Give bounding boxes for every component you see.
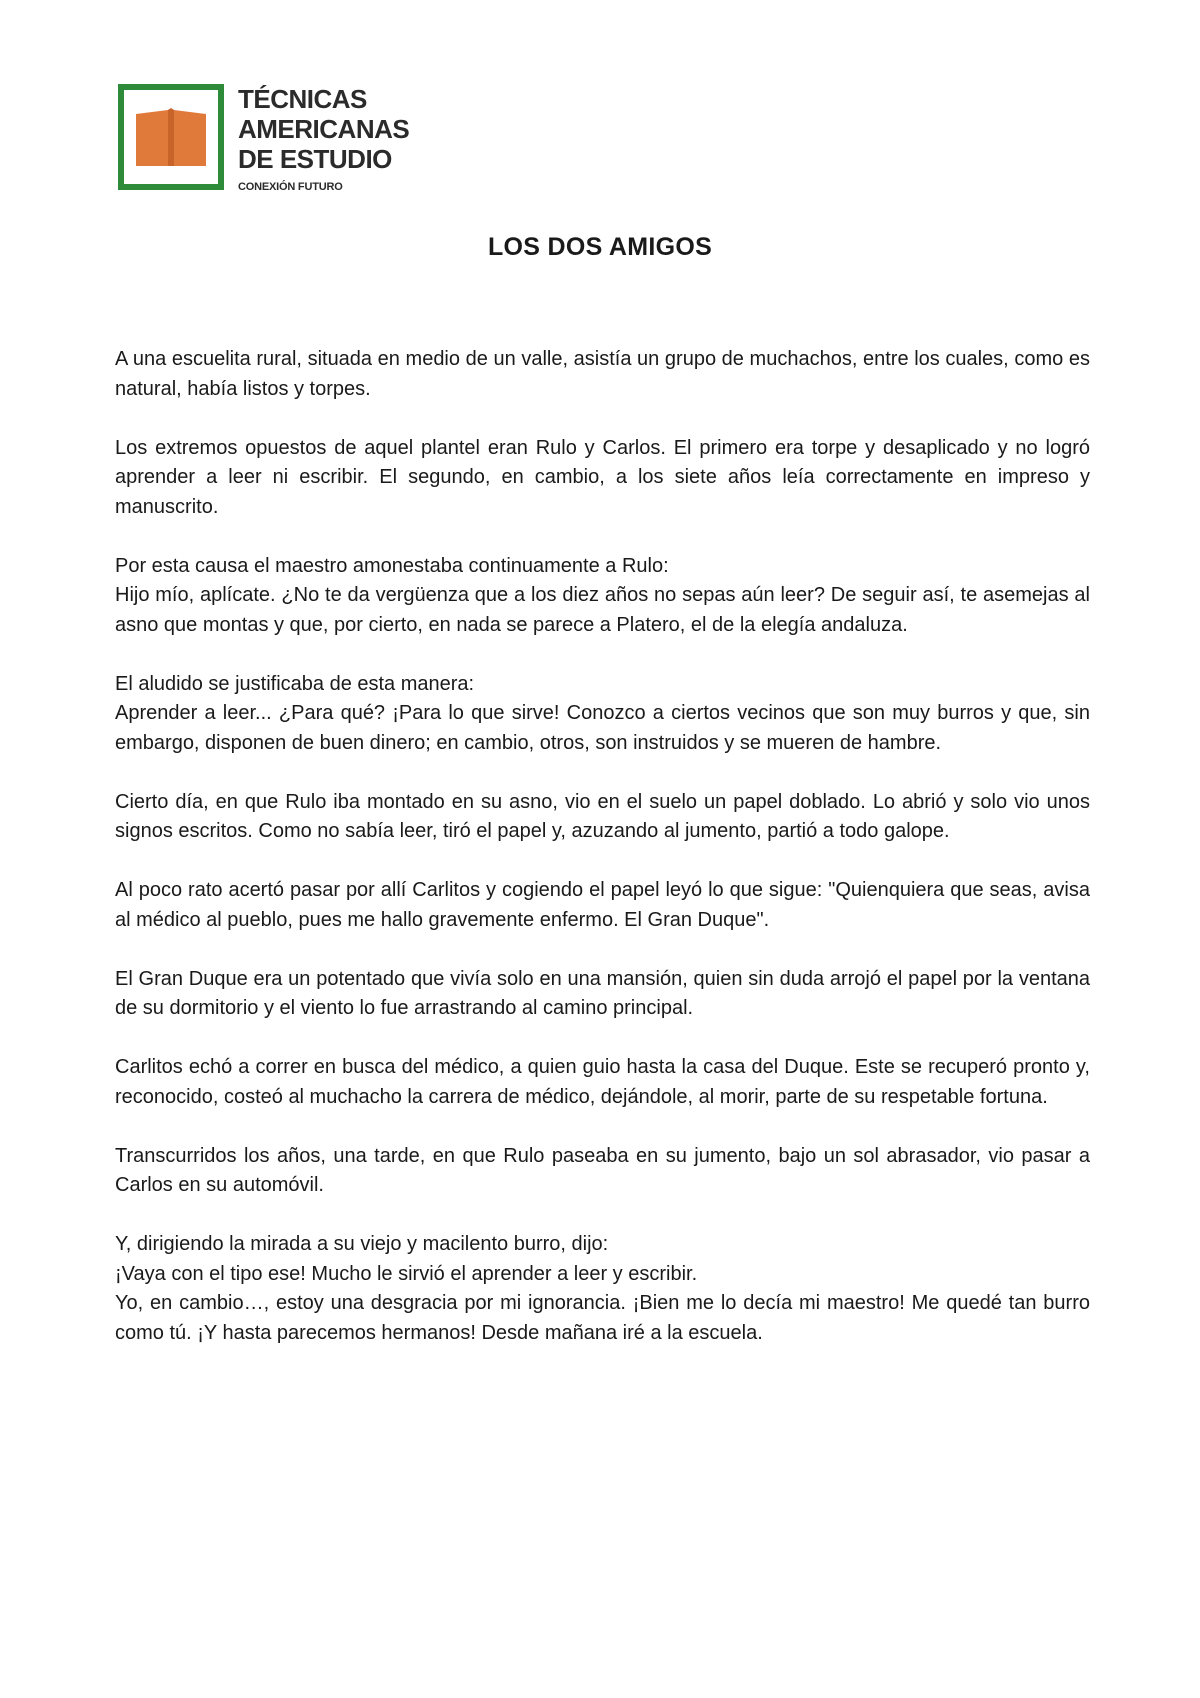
open-book-icon [132,106,210,170]
paragraph [115,1053,1090,1112]
logo-line-1: TÉCNICAS [238,84,367,114]
dialogue-text: Hijo mío, aplícate. ¿No te da vergüenza que a los diez años no sepas aún leer? De seguir así, te asemejas al asno que montas y que, por cierto, en nada se parece a Platero, el de la elegía andaluza. [115,584,1090,636]
document-title: LOS DOS AMIGOS [487,233,713,261]
paragraph [115,876,1090,935]
dialogue-text: Aprender a leer... ¿Para qué? ¡Para lo que sirve! Conozco a ciertos vecinos que son muy burros y que, sin embargo, disponen de buen dinero; en cambio, otros, son instruidos y se mueren de hambre. [115,702,1090,754]
paragraph [115,1142,1090,1201]
paragraph [115,434,1090,523]
paragraph [115,345,1090,404]
paragraph [115,670,1090,759]
logo-line-3: DE ESTUDIO [238,144,392,174]
paragraph-text: El Gran Duque era un potentado que vivía solo en una mansión, quien sin duda arrojó el papel por la ventana de su dormitorio y el viento lo fue arrastrando al camino principal. [115,967,1090,1019]
logo-frame [118,84,224,190]
paragraph-text: Los extremos opuestos de aquel plantel eran Rulo y Carlos. El primero era torpe y desaplicado y no logró aprender a leer ni escribir. El segundo, en cambio, a los siete años leía correctamente en impreso y manuscrito. [115,436,1090,518]
paragraph-text: Carlitos echó a correr en busca del médico, a quien guio hasta la casa del Duque. Este se recuperó pronto y, reconocido, costeó al muchacho la carrera de médico, dejándole, al morir, parte de su respetable fortuna. [115,1056,1090,1108]
paragraph [115,1230,1090,1348]
dialogue-text: Yo, en cambio…, estoy una desgracia por mi ignorancia. ¡Bien me lo decía mi maestro! Me quedé tan burro como tú. ¡Y hasta parecemos hermanos! Desde mañana iré a la escuela. [115,1292,1090,1344]
paragraph-text: El aludido se justificaba de esta manera: [115,672,475,695]
logo-tagline: CONEXIÓN FUTURO [238,181,343,193]
dialogue-text: ¡Vaya con el tipo ese! Mucho le sirvió el aprender a leer y escribir. [115,1262,698,1285]
paragraph [115,788,1090,847]
brand-logo [118,84,418,196]
document-body [115,345,1090,1378]
paragraph-text: A una escuelita rural, situada en medio de un valle, asistía un grupo de muchachos, entre los cuales, como es natural, había listos y torpes. [115,348,1090,400]
logo-wordmark [238,84,409,194]
paragraph-text: Transcurridos los años, una tarde, en que Rulo paseaba en su jumento, bajo un sol abrasador, vio pasar a Carlos en su automóvil. [115,1144,1090,1196]
paragraph [115,552,1090,641]
logo-line-2: AMERICANAS [238,114,410,144]
paragraph-text: Al poco rato acertó pasar por allí Carlitos y cogiendo el papel leyó lo que sigue: "Quienquiera que seas, avisa al médico al pueblo, pues me hallo gravemente enfermo. El Gran Duque". [115,879,1090,931]
paragraph-text: Cierto día, en que Rulo iba montado en su asno, vio en el suelo un papel doblado. Lo abrió y solo vio unos signos escritos. Como no sabía leer, tiró el papel y, azuzando al jumento, partió a todo galope. [115,790,1090,842]
paragraph [115,965,1090,1024]
paragraph-text: Y, dirigiendo la mirada a su viejo y macilento burro, dijo: [115,1233,609,1255]
paragraph-text: Por esta causa el maestro amonestaba continuamente a Rulo: [115,554,669,577]
